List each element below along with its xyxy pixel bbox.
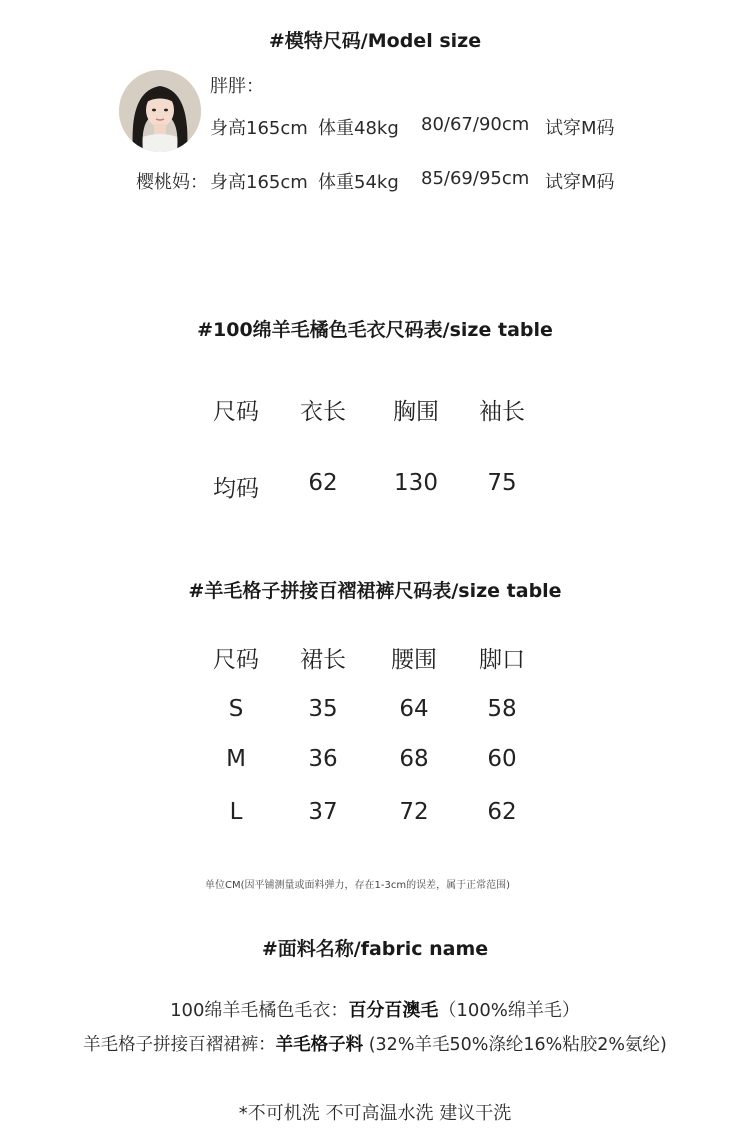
model2-measurements: 85/69/95cm (421, 168, 530, 189)
table-cell: 60 (487, 746, 517, 772)
fabric-line-sweater-prefix: 100绵羊毛橘色毛衣： (170, 1000, 349, 1021)
table-cell: 62 (308, 470, 338, 496)
table-cell: S (228, 696, 244, 722)
table-cell: L (229, 799, 243, 825)
table-cell: 72 (399, 799, 429, 825)
fabric-line-skirt-composition: (32%羊毛50%涤纶16%粘胶2%氨纶) (363, 1035, 667, 1055)
table-cell: 37 (308, 799, 338, 825)
table-cell: 58 (487, 696, 517, 722)
model-avatar (119, 70, 201, 152)
table-cell: M (226, 746, 246, 772)
fabric-line-skirt-prefix: 羊毛格子拼接百褶裙裤： (83, 1035, 276, 1055)
fabric-line-sweater-composition: （100%绵羊毛） (438, 1000, 580, 1021)
fabric-line-skirt-material: 羊毛格子料 (275, 1035, 364, 1055)
table-cell: 68 (399, 746, 429, 772)
fabric-line-sweater (0, 996, 750, 1022)
skirt-table-heading: #羊毛格子拼接百褶裙裤尺码表/size table (188, 580, 562, 602)
sweater-header-sleeve: 袖长 (479, 399, 525, 425)
sweater-header-size: 尺码 (213, 399, 259, 425)
skirt-header-waist: 腰围 (391, 647, 437, 673)
model2-height: 身高165cm (210, 172, 308, 193)
table-cell: 35 (308, 696, 338, 722)
model2-tried-size: 试穿M码 (545, 172, 615, 193)
model2-name: 樱桃妈： (136, 172, 208, 193)
fabric-heading: #面料名称/fabric name (261, 938, 489, 960)
model-size-heading: #模特尺码/Model size (268, 30, 482, 52)
model1-tried-size: 试穿M码 (545, 118, 615, 139)
sweater-header-chest: 胸围 (393, 399, 439, 425)
table-cell: 64 (399, 696, 429, 722)
skirt-header-hem: 脚口 (479, 647, 525, 673)
table-cell: 62 (487, 799, 517, 825)
skirt-header-size: 尺码 (213, 647, 259, 673)
model1-name: 胖胖： (210, 76, 264, 97)
table-cell: 130 (394, 470, 438, 496)
sweater-header-length: 衣长 (300, 399, 346, 425)
model1-weight: 体重48kg (318, 118, 399, 139)
table-cell: 36 (308, 746, 338, 772)
table-cell: 75 (487, 470, 517, 496)
model1-height: 身高165cm (210, 118, 308, 139)
fabric-line-sweater-material: 百分百澳毛 (348, 1000, 439, 1021)
care-instructions: *不可机洗 不可高温水洗 建议干洗 (238, 1103, 512, 1124)
fabric-line-skirt (0, 1031, 750, 1056)
sweater-table-heading: #100绵羊毛橘色毛衣尺码表/size table (197, 319, 553, 341)
table-cell: 均码 (213, 476, 259, 502)
unit-note: 单位CM(因平铺测量或面料弹力，存在1-3cm的误差，属于正常范围) (205, 880, 510, 891)
model2-weight: 体重54kg (318, 172, 399, 193)
skirt-header-length: 裙长 (300, 647, 346, 673)
model1-measurements: 80/67/90cm (421, 114, 530, 135)
